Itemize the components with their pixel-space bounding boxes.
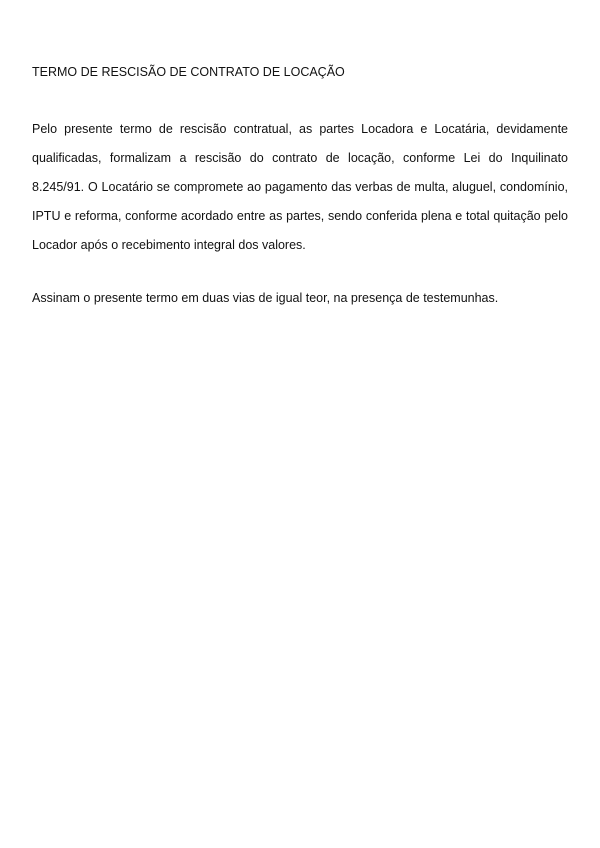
document-title: TERMO DE RESCISÃO DE CONTRATO DE LOCAÇÃO	[32, 65, 345, 79]
paragraph-signature-statement: Assinam o presente termo em duas vias de igual teor, na presença de testemunhas.	[32, 291, 499, 305]
paragraph-rescission-terms: Pelo presente termo de rescisão contratual, as partes Locadora e Locatária, devidamente qualificadas, formalizam a rescisão do contrato de locação, conforme Lei do Inquilinato 8.245/91. O Locatário se compromete ao pagamento das verbas de multa, aluguel, condomínio, IPTU e reforma, conforme acordado entre as partes, sendo conferida plena e total quitação pelo Locador após o recebimento integral dos valores.	[32, 122, 568, 252]
